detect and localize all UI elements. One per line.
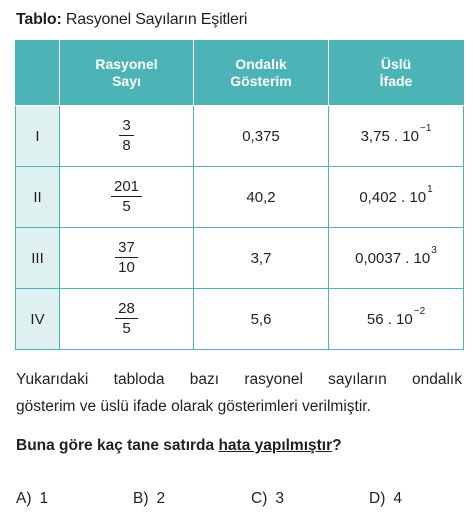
exponential-cell: 0,0037 . $10^3$ bbox=[329, 228, 464, 289]
table-caption bbox=[16, 11, 247, 29]
numerator: 28 bbox=[115, 300, 138, 319]
numerator: 37 bbox=[115, 239, 138, 258]
row-index: II bbox=[16, 167, 60, 228]
fraction-cell bbox=[60, 167, 194, 228]
table-header-row bbox=[16, 41, 464, 106]
exponential-cell: 0,402 . $10^1$ bbox=[329, 167, 464, 228]
option-b[interactable]: B) 2 bbox=[133, 490, 166, 507]
numerator: 3 bbox=[119, 117, 133, 136]
caption-title: Rasyonel Sayıların Eşitleri bbox=[65, 11, 248, 28]
denominator: 10 bbox=[118, 259, 135, 276]
rational-numbers-table bbox=[15, 40, 464, 350]
exponential-cell: 3,75 . $10^{-1}$ bbox=[329, 106, 464, 167]
table-row bbox=[16, 106, 464, 167]
caption-label: Tablo: bbox=[16, 11, 62, 28]
option-c[interactable]: C) 3 bbox=[251, 490, 284, 507]
option-a[interactable]: A) 1 bbox=[16, 490, 49, 507]
question-text: Buna göre kaç tane satırda hata yapılmıştır? bbox=[16, 437, 342, 454]
question-emphasis: hata yapılmıştır bbox=[218, 437, 333, 454]
exponent: 1 bbox=[427, 183, 433, 195]
table-row bbox=[16, 228, 464, 289]
exponent: 3 bbox=[431, 244, 437, 256]
fraction bbox=[115, 239, 138, 277]
fraction-cell bbox=[60, 289, 194, 350]
denominator: 8 bbox=[122, 137, 131, 154]
decimal-cell: 5,6 bbox=[194, 289, 329, 350]
table-row bbox=[16, 289, 464, 350]
fraction bbox=[119, 117, 133, 155]
decimal-cell: 3,7 bbox=[194, 228, 329, 289]
row-index: I bbox=[16, 106, 60, 167]
row-index: IV bbox=[16, 289, 60, 350]
header-exponential: Üslü İfade bbox=[329, 41, 464, 106]
option-d[interactable]: D) 4 bbox=[369, 490, 402, 507]
denominator: 5 bbox=[122, 198, 131, 215]
row-index: III bbox=[16, 228, 60, 289]
exponent: −2 bbox=[413, 305, 426, 317]
decimal-cell: 0,375 bbox=[194, 106, 329, 167]
fraction-cell bbox=[60, 106, 194, 167]
fraction bbox=[115, 300, 138, 338]
numerator: 201 bbox=[111, 178, 142, 197]
fraction bbox=[111, 178, 142, 216]
exponent: −1 bbox=[419, 122, 432, 134]
header-index bbox=[16, 41, 60, 106]
problem-text-line1: Yukarıdaki tabloda bazı rasyonel sayıların ondalık bbox=[16, 371, 462, 388]
header-rational: Rasyonel Sayı bbox=[60, 41, 194, 106]
table-row bbox=[16, 167, 464, 228]
header-decimal: Ondalık Gösterim bbox=[194, 41, 329, 106]
denominator: 5 bbox=[122, 320, 131, 337]
exponential-cell: 56 . $10^{-2}$ bbox=[329, 289, 464, 350]
decimal-cell: 40,2 bbox=[194, 167, 329, 228]
fraction-cell bbox=[60, 228, 194, 289]
problem-text-line2: gösterim ve üslü ifade olarak gösterimleri verilmiştir. bbox=[16, 398, 371, 415]
